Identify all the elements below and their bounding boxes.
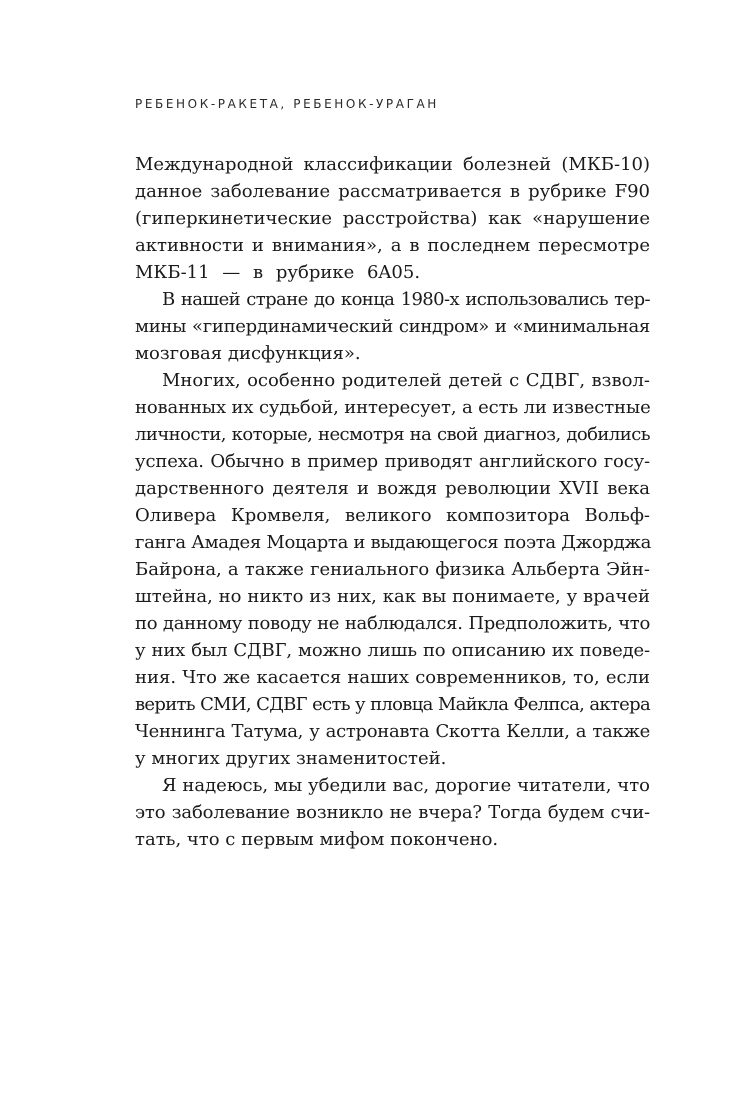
text-line: по данному поводу не наблюдался. Предположить, что	[135, 613, 650, 634]
text-line: верить СМИ, СДВГ есть у пловца Майкла Фелпса, актера	[135, 694, 650, 715]
text-line: Я надеюсь, мы убедили вас, дорогие читатели, что	[162, 775, 650, 796]
text-line: нованных их судьбой, интересует, а есть ли известные	[135, 397, 651, 418]
text-line: ния. Что же касается наших современников, то, если	[135, 667, 650, 688]
text-line: Оливера Кромвеля, великого композитора Вольф-	[135, 505, 650, 526]
text-line: В нашей стране до конца 1980-х использовались тер-	[162, 289, 650, 310]
text-line: (гиперкинетические расстройства) как «нарушение	[135, 208, 650, 229]
paragraph	[135, 367, 650, 772]
text-line: дарственного деятеля и вождя революции XVII века	[135, 478, 650, 499]
text-line: Международной классификации болезней (МКБ-10)	[135, 154, 650, 175]
text-line: успеха. Обычно в пример приводят английского госу-	[135, 451, 650, 472]
text-line: это заболевание возникло не вчера? Тогда будем счи-	[135, 802, 650, 823]
text-line: у многих других знаменитостей.	[135, 748, 447, 769]
paragraph	[135, 286, 650, 367]
paragraph	[135, 151, 650, 286]
text-line: тать, что с первым мифом покончено.	[135, 829, 499, 850]
text-line: данное заболевание рассматривается в рубрике F90	[135, 181, 650, 202]
text-line: ганга Амадея Моцарта и выдающегося поэта Джорджа	[135, 532, 652, 553]
text-line: МКБ-11 — в рубрике 6A05.	[135, 262, 421, 283]
text-line: штейна, но никто из них, как вы понимаете, у врачей	[135, 586, 650, 607]
text-line: Многих, особенно родителей детей с СДВГ, взвол-	[162, 370, 650, 391]
body-text	[135, 151, 650, 853]
text-line: мины «гипердинамический синдром» и «минимальная	[135, 316, 650, 337]
paragraph	[135, 772, 650, 853]
text-line: личности, которые, несмотря на свой диагноз, добились	[135, 424, 650, 445]
text-line: у них был СДВГ, можно лишь по описанию их поведе-	[135, 640, 650, 661]
text-line: Байрона, а также гениального физика Альберта Эйн-	[135, 559, 650, 580]
text-line: активности и внимания», а в последнем пересмотре	[135, 235, 650, 256]
text-line: Ченнинга Татума, у астронавта Скотта Келли, а также	[135, 721, 650, 742]
text-line: мозговая дисфункция».	[135, 343, 361, 364]
running-head: РЕБЕНОК-РАКЕТА, РЕБЕНОК-УРАГАН	[135, 97, 439, 111]
